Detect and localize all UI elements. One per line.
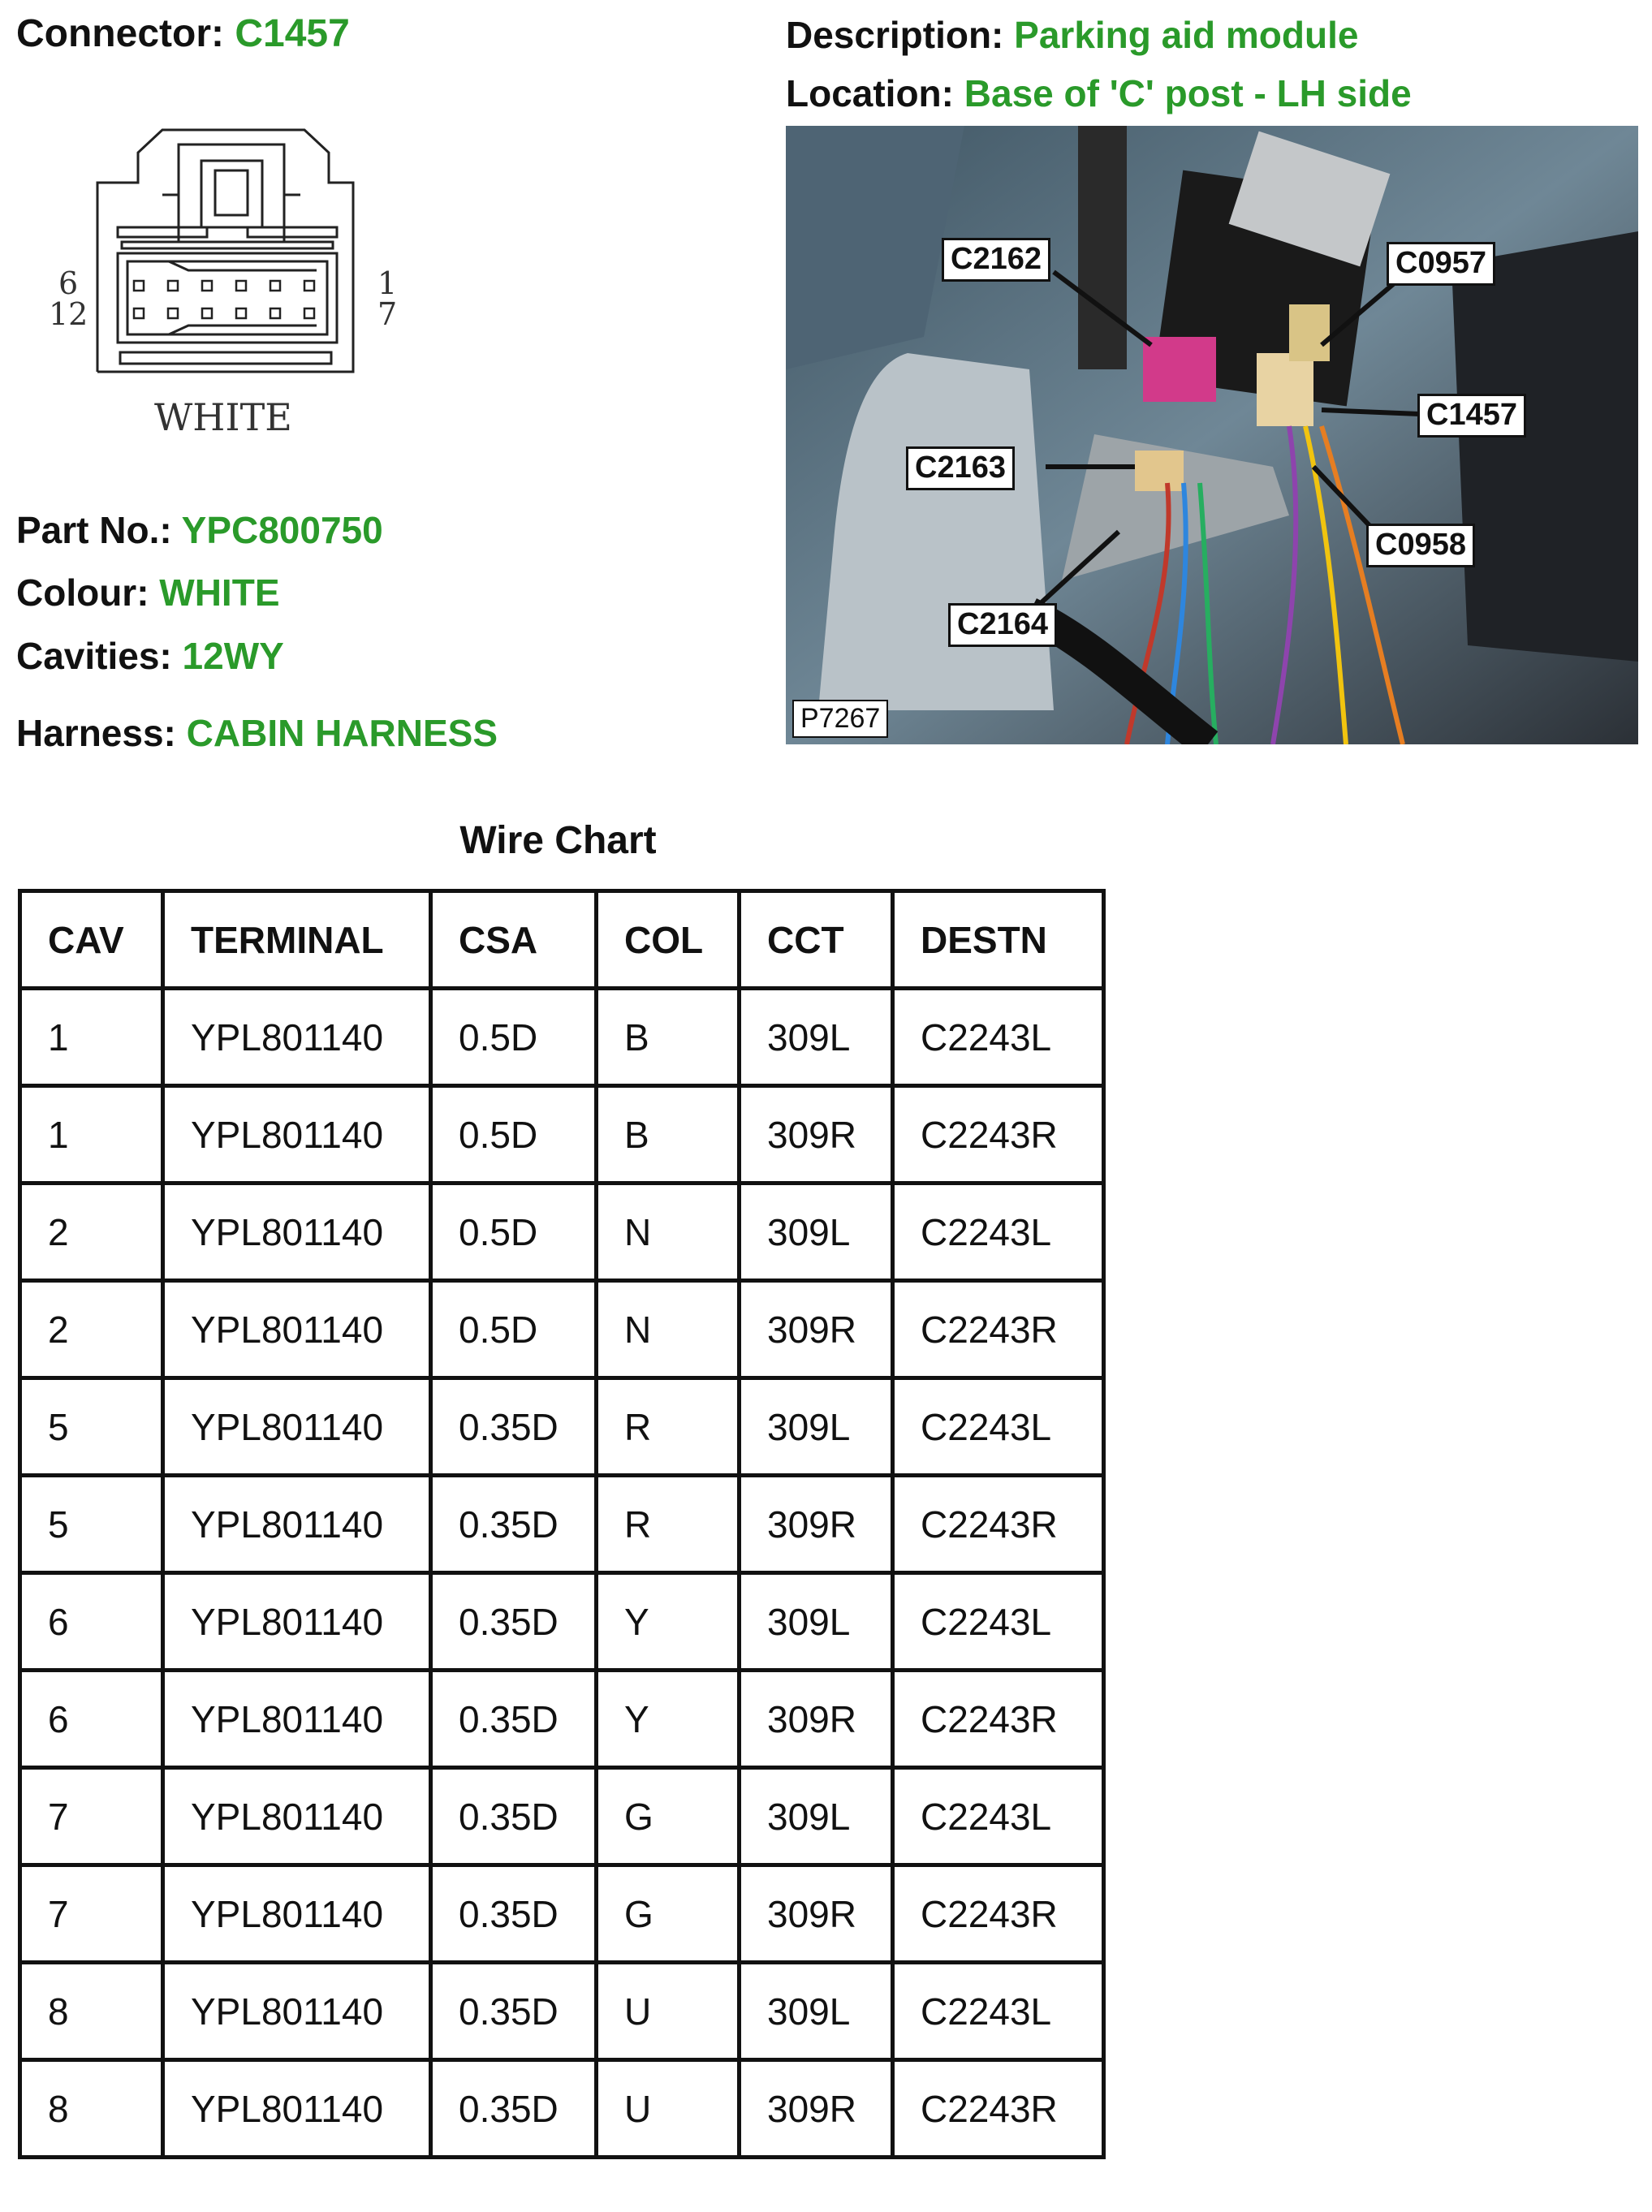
location-label: Location:	[786, 72, 954, 114]
location-field	[786, 72, 1412, 114]
colour-label: Colour:	[16, 571, 149, 614]
cell-cct: 309R	[740, 1671, 893, 1768]
cell-cct: 309R	[740, 1281, 893, 1378]
cell-cav: 2	[20, 1184, 163, 1281]
description-value: Parking aid module	[1014, 14, 1359, 56]
cell-cct: 309L	[740, 1573, 893, 1671]
cell-destn: C2243L	[893, 989, 1104, 1086]
cell-col: N	[597, 1184, 740, 1281]
cell-cct: 309L	[740, 989, 893, 1086]
cell-col: Y	[597, 1671, 740, 1768]
column-header-terminal: TERMINAL	[163, 891, 431, 989]
wire-chart-body	[20, 989, 1104, 2158]
part-no-value: YPC800750	[181, 509, 383, 551]
column-header-cct: CCT	[740, 891, 893, 989]
cell-col: U	[597, 2060, 740, 2158]
cell-csa: 0.35D	[431, 2060, 597, 2158]
cell-col: R	[597, 1476, 740, 1573]
table-row	[20, 1768, 1104, 1865]
cell-destn: C2243L	[893, 1963, 1104, 2060]
cavities-label: Cavities:	[16, 635, 172, 677]
table-row	[20, 1086, 1104, 1184]
callout-c0958: C0958	[1366, 524, 1475, 567]
colour-field	[16, 571, 280, 614]
cell-col: U	[597, 1963, 740, 2060]
cell-terminal: YPL801140	[163, 1476, 431, 1573]
cell-destn: C2243L	[893, 1573, 1104, 1671]
cell-cct: 309L	[740, 1768, 893, 1865]
pin-number-7: 7	[377, 296, 398, 332]
cavities-value: 12WY	[182, 635, 284, 677]
pin-number-6: 6	[58, 265, 79, 301]
cell-cav: 1	[20, 989, 163, 1086]
cell-terminal: YPL801140	[163, 2060, 431, 2158]
table-row	[20, 1865, 1104, 1963]
harness-value: CABIN HARNESS	[186, 712, 498, 754]
location-value: Base of 'C' post - LH side	[964, 72, 1412, 114]
callout-c1457: C1457	[1417, 394, 1526, 438]
cell-destn: C2243L	[893, 1184, 1104, 1281]
table-row	[20, 1573, 1104, 1671]
table-row	[20, 2060, 1104, 2158]
cell-cav: 6	[20, 1671, 163, 1768]
cell-col: G	[597, 1768, 740, 1865]
harness-label: Harness:	[16, 712, 176, 754]
table-row	[20, 1281, 1104, 1378]
cell-destn: C2243R	[893, 1671, 1104, 1768]
cell-csa: 0.5D	[431, 1086, 597, 1184]
cell-csa: 0.35D	[431, 1671, 597, 1768]
column-header-destn: DESTN	[893, 891, 1104, 989]
part-no-field	[16, 511, 383, 549]
column-header-cav: CAV	[20, 891, 163, 989]
cell-cav: 1	[20, 1086, 163, 1184]
callout-c2163: C2163	[906, 446, 1015, 490]
diagram-colour-text: WHITE	[154, 395, 292, 439]
part-no-label: Part No.:	[16, 509, 172, 551]
cell-cct: 309L	[740, 1184, 893, 1281]
cell-terminal: YPL801140	[163, 1768, 431, 1865]
connector-face-drawing	[49, 122, 414, 463]
cell-cav: 5	[20, 1476, 163, 1573]
cell-col: B	[597, 989, 740, 1086]
cell-cct: 309R	[740, 2060, 893, 2158]
cell-col: G	[597, 1865, 740, 1963]
cell-terminal: YPL801140	[163, 1963, 431, 2060]
cell-destn: C2243R	[893, 1281, 1104, 1378]
cell-terminal: YPL801140	[163, 1865, 431, 1963]
cell-csa: 0.35D	[431, 1768, 597, 1865]
cell-terminal: YPL801140	[163, 1671, 431, 1768]
callout-c2164: C2164	[948, 603, 1057, 647]
cell-col: Y	[597, 1573, 740, 1671]
column-header-csa: CSA	[431, 891, 597, 989]
location-photo	[786, 126, 1638, 744]
table-row	[20, 989, 1104, 1086]
cell-cct: 309L	[740, 1378, 893, 1476]
wire-chart-title: Wire Chart	[459, 819, 657, 862]
cell-csa: 0.35D	[431, 1378, 597, 1476]
cell-cct: 309R	[740, 1865, 893, 1963]
table-row	[20, 1963, 1104, 2060]
cell-destn: C2243R	[893, 2060, 1104, 2158]
cell-col: R	[597, 1378, 740, 1476]
connector-label: Connector:	[16, 12, 224, 55]
cell-cav: 7	[20, 1865, 163, 1963]
cell-csa: 0.5D	[431, 1184, 597, 1281]
table-row	[20, 1184, 1104, 1281]
connector-value: C1457	[235, 12, 350, 55]
table-row	[20, 1378, 1104, 1476]
cell-terminal: YPL801140	[163, 1378, 431, 1476]
cell-csa: 0.5D	[431, 989, 597, 1086]
description-label: Description:	[786, 14, 1004, 56]
cell-terminal: YPL801140	[163, 1184, 431, 1281]
cell-cav: 6	[20, 1573, 163, 1671]
pin-number-12: 12	[49, 296, 88, 332]
table-row	[20, 1671, 1104, 1768]
cell-terminal: YPL801140	[163, 1086, 431, 1184]
connector-diagram	[49, 122, 414, 463]
cell-cct: 309R	[740, 1476, 893, 1573]
cell-terminal: YPL801140	[163, 989, 431, 1086]
harness-field	[16, 714, 498, 752]
connector-field	[16, 12, 350, 55]
cell-csa: 0.5D	[431, 1281, 597, 1378]
photo-reference-plate: P7267	[792, 700, 888, 738]
callout-c0957: C0957	[1387, 242, 1495, 286]
cell-terminal: YPL801140	[163, 1281, 431, 1378]
cell-cav: 5	[20, 1378, 163, 1476]
cell-col: B	[597, 1086, 740, 1184]
cell-csa: 0.35D	[431, 1476, 597, 1573]
pin-number-1: 1	[377, 265, 398, 301]
description-field	[786, 16, 1358, 54]
cavities-field	[16, 637, 284, 675]
cell-csa: 0.35D	[431, 1573, 597, 1671]
cell-destn: C2243L	[893, 1768, 1104, 1865]
cell-csa: 0.35D	[431, 1865, 597, 1963]
cell-cav: 7	[20, 1768, 163, 1865]
cell-cav: 8	[20, 2060, 163, 2158]
callout-c2162: C2162	[942, 238, 1050, 282]
column-header-col: COL	[597, 891, 740, 989]
cell-csa: 0.35D	[431, 1963, 597, 2060]
cell-terminal: YPL801140	[163, 1573, 431, 1671]
cell-col: N	[597, 1281, 740, 1378]
cell-destn: C2243R	[893, 1476, 1104, 1573]
cell-destn: C2243R	[893, 1086, 1104, 1184]
table-header-row	[20, 891, 1104, 989]
cell-cct: 309R	[740, 1086, 893, 1184]
cell-cav: 2	[20, 1281, 163, 1378]
cell-destn: C2243L	[893, 1378, 1104, 1476]
colour-value: WHITE	[159, 571, 280, 614]
cell-destn: C2243R	[893, 1865, 1104, 1963]
wire-chart-table	[18, 889, 1106, 2159]
cell-cct: 309L	[740, 1963, 893, 2060]
cell-cav: 8	[20, 1963, 163, 2060]
table-row	[20, 1476, 1104, 1573]
